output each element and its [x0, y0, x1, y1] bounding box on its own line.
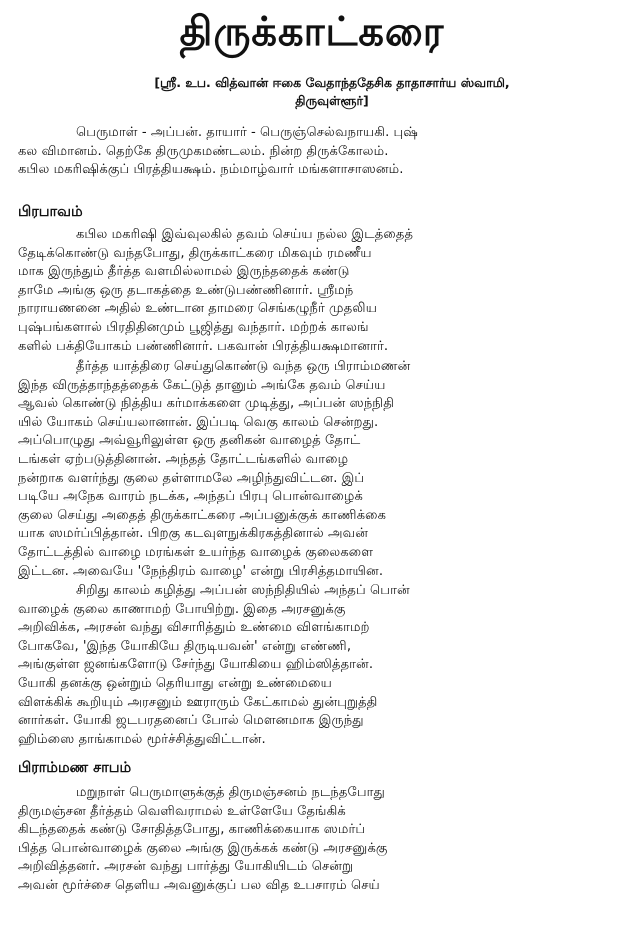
text-line: தீர்த்த யாத்திரை செய்துகொண்டு வந்த ஒரு பிராம்மணன் [76, 359, 411, 374]
text-line: னார்கள். யோகி ஜடபரதனைப் போல் மௌனமாக இருந்து [18, 713, 364, 729]
page-title: திருக்காட்கரை [179, 9, 445, 55]
paragraph-4 [18, 784, 618, 896]
text-line: கிடந்ததைக் கண்டு சோதித்தபோது, காணிக்கையாக ஸமர்ப் [18, 822, 366, 838]
text-line: டங்கள் ஏற்படுத்தினான். அந்தத் தோட்டங்களில் வாழை [18, 451, 349, 467]
text-line: யில் யோகம் செய்யலானான். இப்படி வெகு காலம் சென்றது. [18, 414, 379, 430]
text-line: களில் பக்தியோகம் பண்ணினார். பகவான் பிரத்தியக்ஷமானார். [18, 338, 389, 354]
text-line: கல விமானம். தெற்கே திருமுகமண்டலம். நின்ற திருக்கோலம். [18, 143, 389, 159]
text-line: விளக்கிக் கூறியும் அரசனும் ஊராரும் கேட்காமல் துன்புறுத்தி [18, 694, 378, 710]
text-line: அப்பொழுது அவ்வூரிலுள்ள ஒரு தனிகன் வாழைத் தோட் [18, 433, 361, 449]
paragraph-2 [18, 358, 618, 581]
text-line: ஆவல் கொண்டு நித்திய கர்மாக்களை முடித்து, அப்பன் ஸந்நிதி [18, 396, 395, 412]
text-line: திருமஞ்சன தீர்த்தம் வெளிவராமல் உள்ளேயே தேங்கிக் [18, 803, 346, 819]
text-line: பெருமாள் - அப்பன். தாயார் - பெருஞ்செல்வநாயகி. புஷ் [76, 125, 419, 140]
author-credit [60, 74, 604, 110]
text-line: புஷ்பங்களால் பிரதிதினமும் பூஜித்து வந்தார். மற்றக் காலங் [18, 319, 369, 335]
paragraph-3 [18, 582, 618, 749]
text-line: நன்றாக வளர்ந்து குலை தள்ளாமலே அழிந்துவிட்டன. இப் [18, 470, 365, 486]
text-line: இந்த விருத்தாந்தத்தைக் கேட்டுத் தானும் அங்கே தவம் செய்ய [18, 377, 386, 393]
author-credit-line-1: [ஸ்ரீ. உப. வித்வான் ஈகை வேதாந்ததேசிக தாதாசார்ய ஸ்வாமி, [154, 75, 510, 90]
text-line: தோட்டத்தில் வாழை மரங்கள் உயர்ந்த வாழைக் குலைகளை [18, 544, 374, 560]
intro-paragraph [18, 124, 618, 180]
text-line: யோகி தனக்கு ஒன்றும் தெரியாது என்று உண்மையை [18, 675, 332, 691]
text-line: சிறிது காலம் கழித்து அப்பன் ஸந்நிதியில் அந்தப் பொன் [76, 583, 410, 598]
text-line: அறிவித்தனர். அரசன் வந்து பார்த்து யோகியிடம் சென்று [18, 859, 354, 875]
text-line: நாராயணனை அதில் உண்டான தாமரை செங்கழுநீர் முதலிய [18, 301, 378, 317]
text-line: யாக ஸமர்ப்பித்தான். பிறகு கடவுளநுக்கிரகத்தினால் அவன் [18, 526, 369, 542]
text-line: பித்த பொன்வாழைக் குலை அங்கு இருக்கக் கண்டு அரசனுக்கு [18, 840, 388, 856]
text-line: அங்குள்ள ஜனங்களோடு சேர்ந்து யோகியை ஹிம்ஸித்தான். [18, 657, 374, 673]
text-line: கபில மகரிஷி இவ்வுலகில் தவம் செய்ய நல்ல இடத்தைத் [76, 227, 414, 242]
text-line: மறுநாள் பெருமாளுக்குத் திருமஞ்சனம் நடந்தபோது [76, 785, 385, 800]
author-credit-line-2: திருவுள்ளூர்] [295, 93, 369, 108]
text-line: தேடிக்கொண்டு வந்தபோது, திருக்காட்கரை மிகவும் ரமணீய [18, 245, 372, 261]
text-line: அவன் மூர்ச்சை தெளிய அவனுக்குப் பல வித உபசாரம் செய் [18, 877, 380, 893]
text-line: மாக இருந்தும் தீர்த்த வளமில்லாமல் இருந்ததைக் கண்டு [18, 264, 350, 280]
text-line: குலை செய்து அதைத் திருக்காட்கரை அப்பனுக்குக் காணிக்கை [18, 507, 387, 523]
text-line: ஹிம்ஸை தாங்காமல் மூர்ச்சித்துவிட்டான். [18, 731, 266, 747]
paragraph-1 [18, 226, 618, 356]
text-line: கபில மகரிஷிக்குப் பிரத்தியக்ஷம். நம்மாழ்வார் மங்களாசாஸனம். [18, 162, 404, 178]
text-line: போகவே, 'இந்த யோகியே திருடியவன்' என்று எண்ணி, [18, 638, 352, 654]
text-line: படியே அநேக வாரம் நடக்க, அந்தப் பிரபு பொன்வாழைக் [18, 489, 363, 505]
text-line: இட்டன. அவையே 'நேந்திரம் வாழை' என்று பிரசித்தமாயின. [18, 563, 384, 579]
text-line: அறிவிக்க, அரசன் வந்து விசாரித்தும் உண்மை விளங்காமற் [18, 620, 370, 636]
text-line: வாழைக் குலை காணாமற் போயிற்று. இதை அரசனுக்கு [18, 601, 346, 617]
section-heading-brahmana-sabam: பிராம்மண சாபம் [18, 760, 132, 776]
section-heading-prabhavam: பிரபாவம் [18, 204, 83, 220]
text-line: தாமே அங்கு ஒரு தடாகத்தை உண்டுபண்ணினார். ஸ்ரீமந் [18, 282, 354, 298]
